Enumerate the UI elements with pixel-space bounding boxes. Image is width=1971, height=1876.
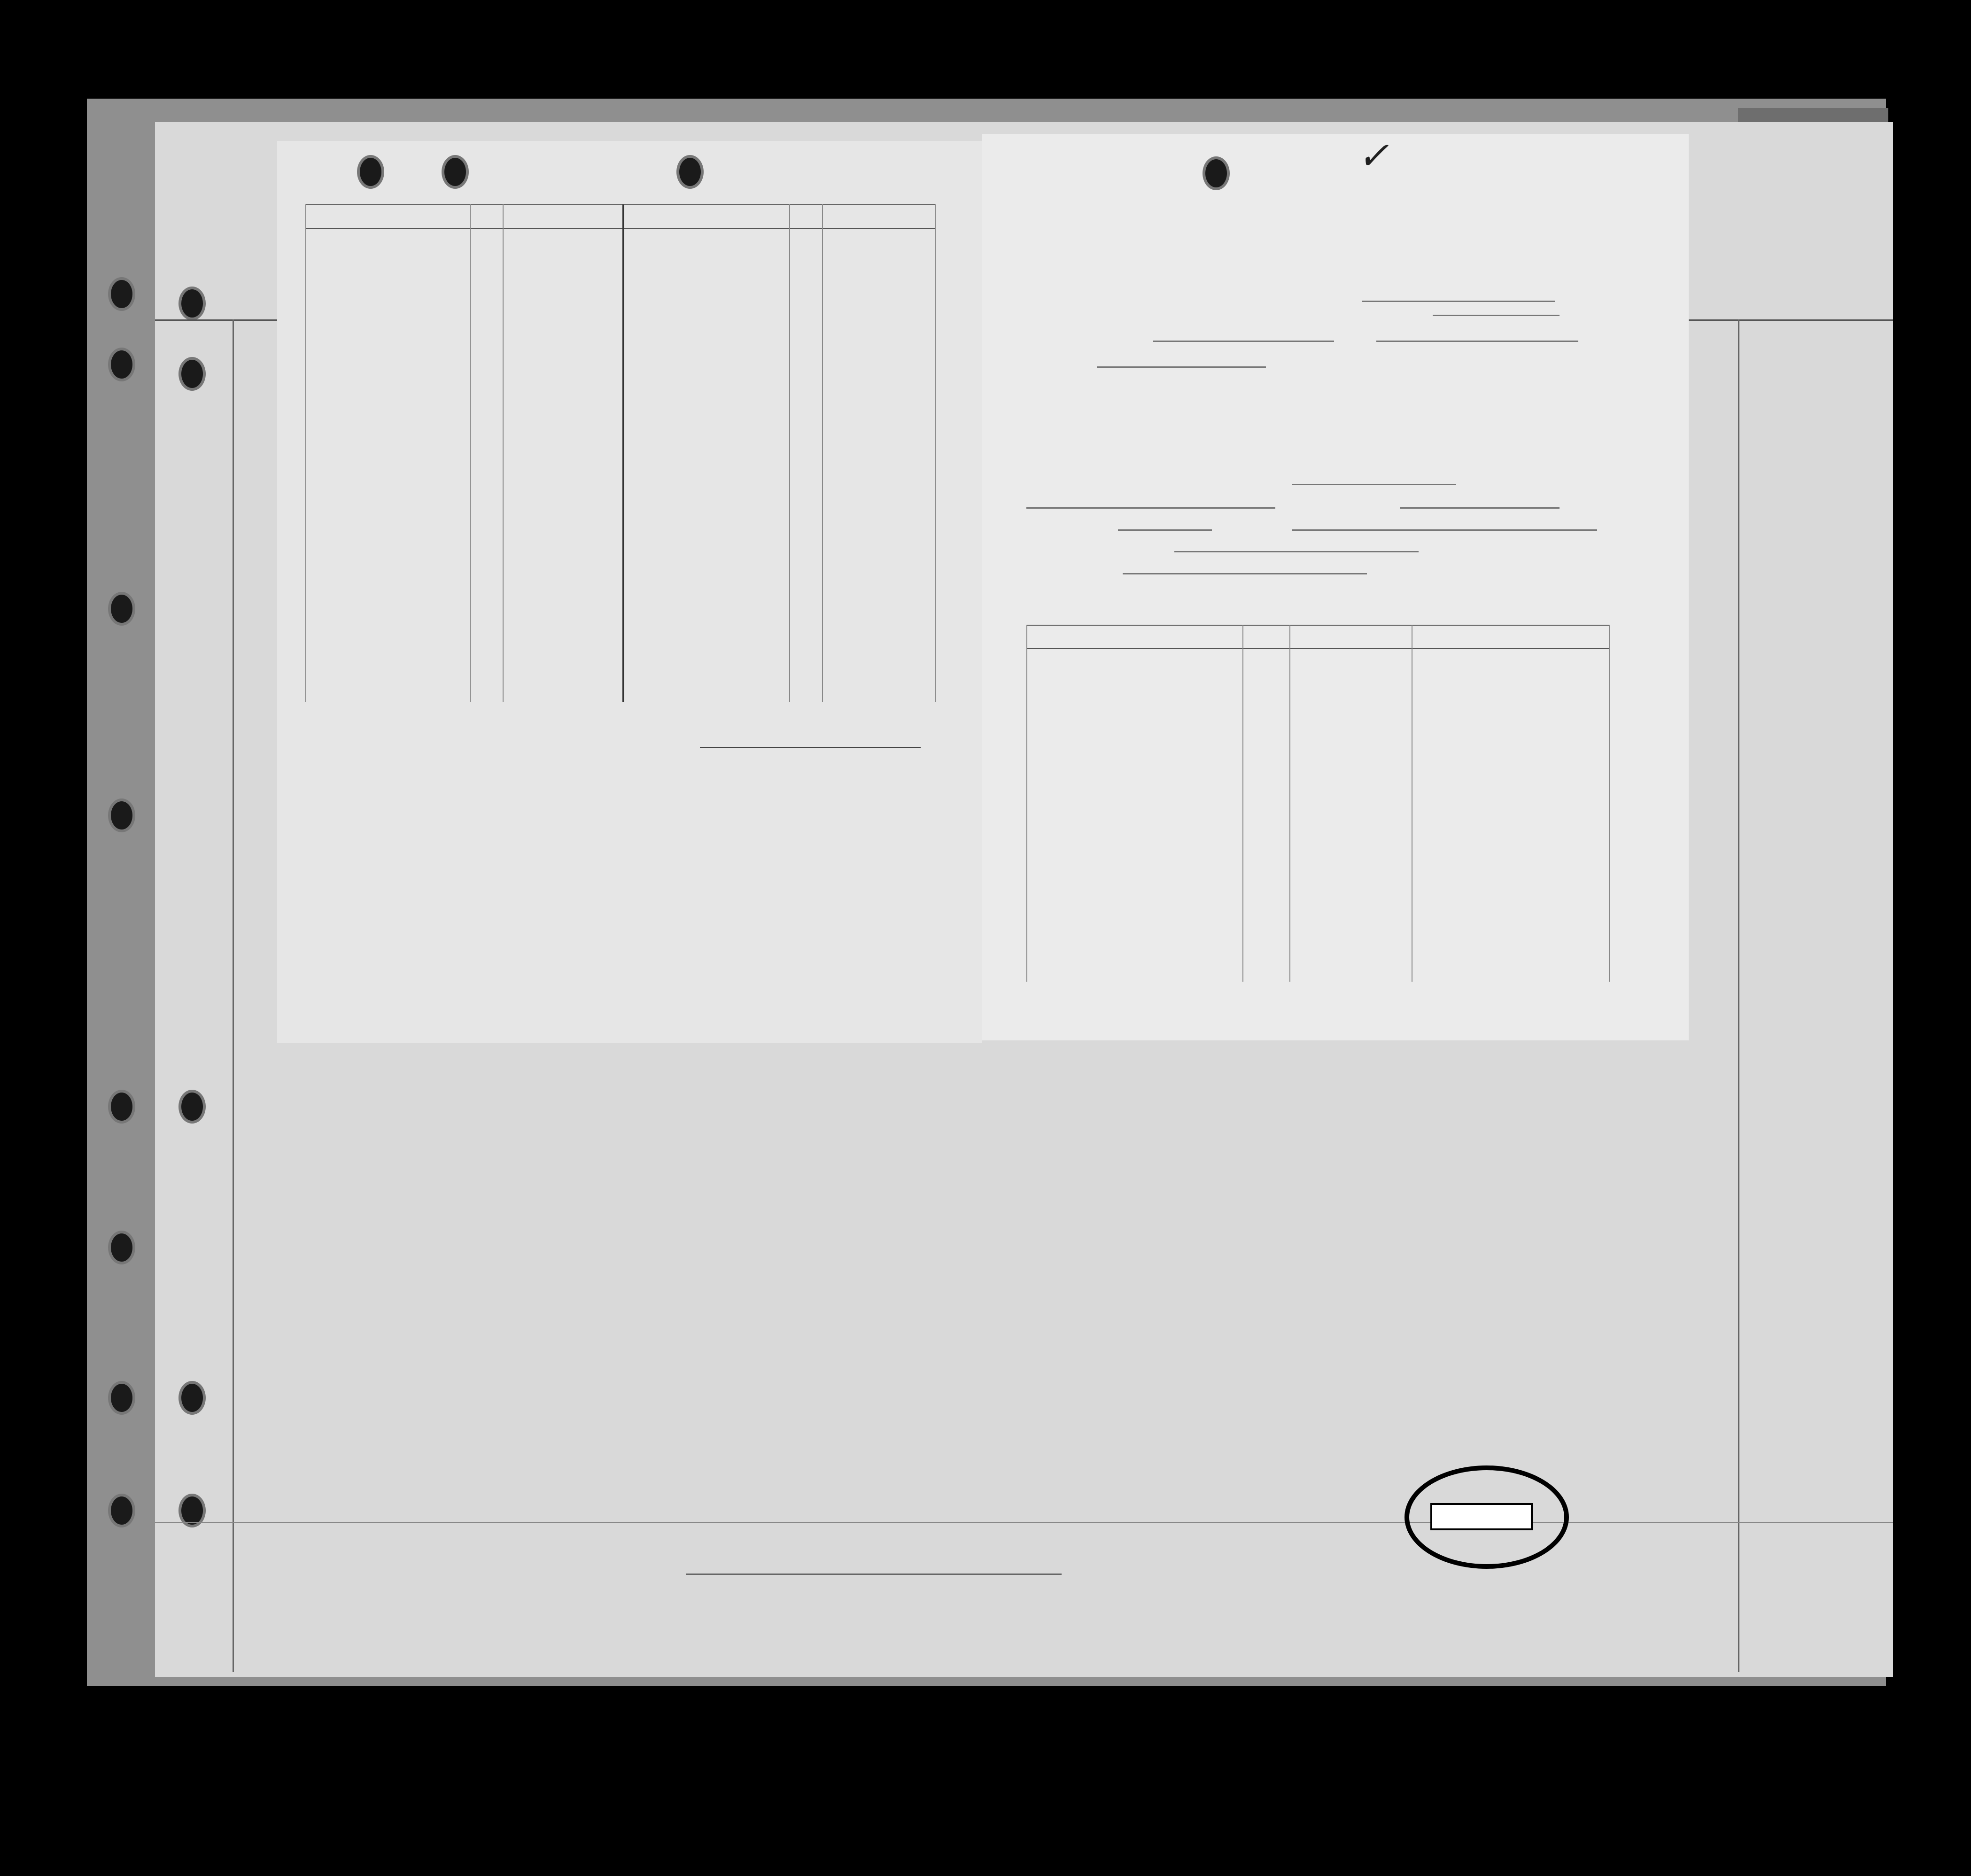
margin-ship-name (162, 484, 237, 1085)
fill-line (1153, 341, 1334, 342)
grid-rule (470, 204, 471, 702)
punch-hole (178, 1381, 206, 1415)
punch-hole (108, 1494, 135, 1527)
grid-rule (305, 204, 306, 702)
grid-rule (1026, 625, 1609, 626)
grid-rule (822, 204, 823, 702)
master-signature-line (700, 747, 921, 748)
stamp-date (1430, 1503, 1533, 1530)
footer-rule (155, 1522, 1893, 1523)
fill-line (1118, 529, 1212, 531)
punch-hole (108, 1090, 135, 1124)
grid-rule (305, 204, 935, 205)
fill-line (1362, 301, 1555, 302)
seamen-signed-on-page (277, 141, 982, 1043)
fill-line (1433, 315, 1560, 316)
grid-rule (1242, 625, 1243, 982)
punch-hole (676, 155, 704, 189)
punch-hole (178, 287, 206, 320)
master-statement-page (982, 134, 1689, 1040)
grid-rule (789, 204, 790, 702)
fill-line (1400, 507, 1560, 509)
table-rule (1738, 319, 1739, 1672)
fill-line (1026, 507, 1275, 509)
margin-date (169, 1094, 197, 1264)
punch-hole (357, 155, 384, 189)
grid-rule (305, 228, 935, 229)
check-mark: ✓ (1358, 134, 1389, 178)
fill-line (1097, 366, 1266, 368)
fill-line (1376, 341, 1578, 342)
grid-rule (935, 204, 936, 702)
fill-line (1123, 573, 1367, 574)
ship-name-text (157, 484, 233, 1085)
fill-line (1292, 484, 1456, 485)
fill-line (1292, 529, 1597, 531)
grid-rule (503, 204, 504, 702)
punch-hole (108, 348, 135, 381)
punch-hole (442, 155, 469, 189)
punch-hole (1203, 156, 1230, 190)
grid-rule (1026, 625, 1027, 982)
fill-line (1174, 551, 1419, 552)
punch-hole (108, 277, 135, 311)
signature-line (686, 1574, 1062, 1575)
punch-hole (108, 798, 135, 832)
punch-hole (178, 357, 206, 391)
grid-rule (1609, 625, 1610, 982)
punch-hole (108, 1381, 135, 1415)
punch-hole (108, 592, 135, 626)
grid-rule (1289, 625, 1290, 982)
grid-rule (1026, 648, 1609, 649)
grid-rule (622, 204, 624, 702)
punch-hole (108, 1231, 135, 1264)
margin-date-text (167, 1094, 195, 1264)
hm-office-stamp (1405, 1465, 1569, 1569)
